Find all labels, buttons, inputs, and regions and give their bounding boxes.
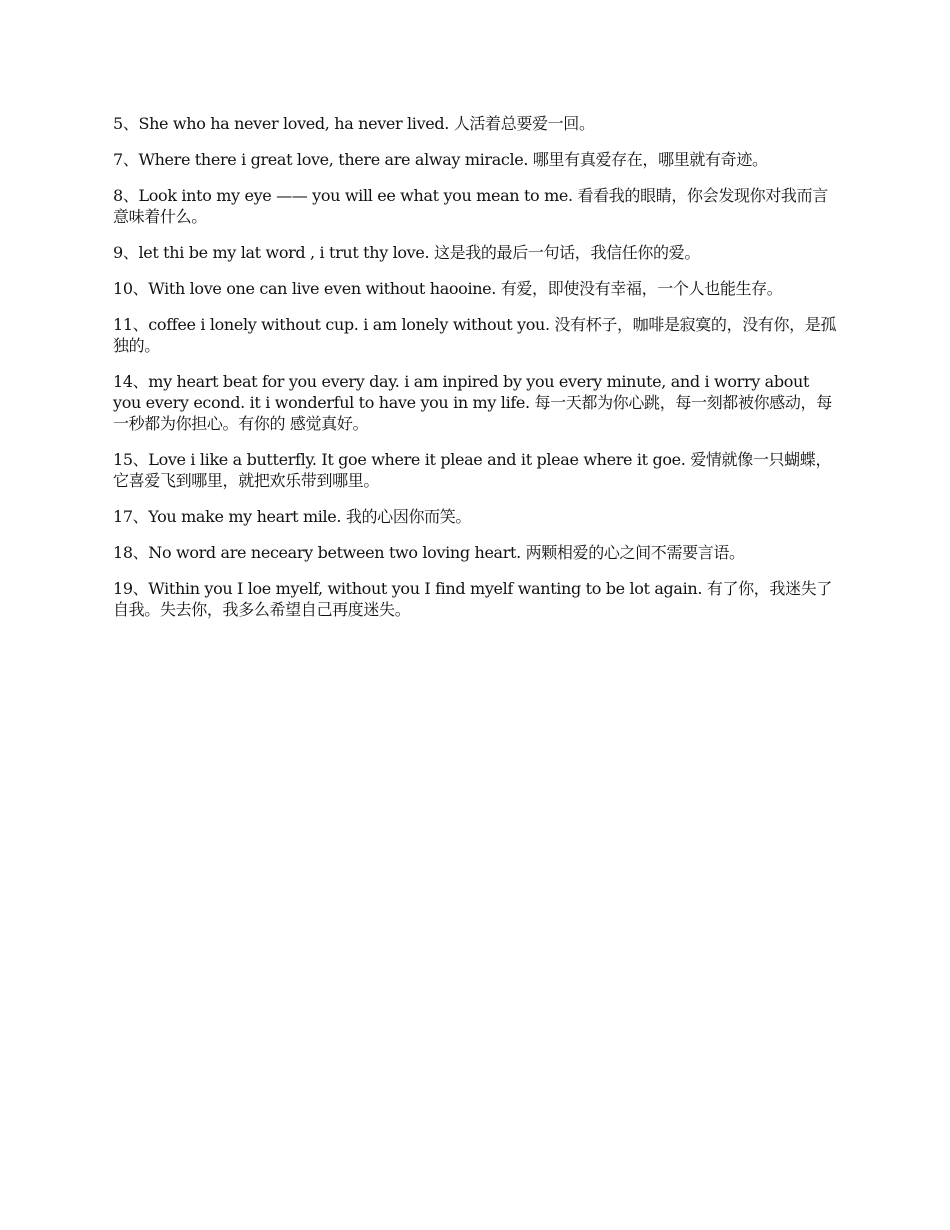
quote-entry-15: 15、Love i like a butterfly. It goe where it pleae and it pleae where it goe. 爱情就像一只蝴蝶，它喜爱飞到哪里，就把欢乐带到哪里。 bbox=[113, 450, 832, 490]
quote-entry-17: 17、You make my heart mile. 我的心因你而笑。 bbox=[113, 507, 472, 526]
quote-entry-11: 11、coffee i lonely without cup. i am lonely without you. 没有杯子，咖啡是寂寞的，没有你，是孤独的。 bbox=[113, 315, 837, 355]
quote-entry-18: 18、No word are neceary between two loving heart. 两颗相爱的心之间不需要言语。 bbox=[113, 543, 745, 562]
quote-entry-10: 10、With love one can live even without haooine. 有爱，即使没有幸福，一个人也能生存。 bbox=[113, 279, 783, 298]
quote-entry-8: 8、Look into my eye —— you will ee what you mean to me. 看看我的眼睛，你会发现你对我而言意味着什么。 bbox=[113, 186, 828, 226]
quote-entry-7: 7、Where there i great love, there are alway miracle. 哪里有真爱存在，哪里就有奇迹。 bbox=[113, 150, 768, 169]
document-page bbox=[113, 113, 841, 635]
quote-entry-9: 9、let thi be my lat word , i trut thy love. 这是我的最后一句话，我信任你的爱。 bbox=[113, 243, 701, 262]
quote-entry-14: 14、my heart beat for you every day. i am inpired by you every minute, and i worry about you every econd. it i wonderful to have you in my life. 每一天都为你心跳，每一刻都被你感动，每一秒都为你担心。有你的 感觉真好。 bbox=[113, 372, 832, 433]
quote-entry-19: 19、Within you I loe myelf, without you I find myelf wanting to be lot again. 有了你，我迷失了自我。失去你，我多么希望自己再度迷失。 bbox=[113, 579, 833, 619]
quote-entry-5: 5、She who ha never loved, ha never lived. 人活着总要爱一回。 bbox=[113, 114, 595, 133]
